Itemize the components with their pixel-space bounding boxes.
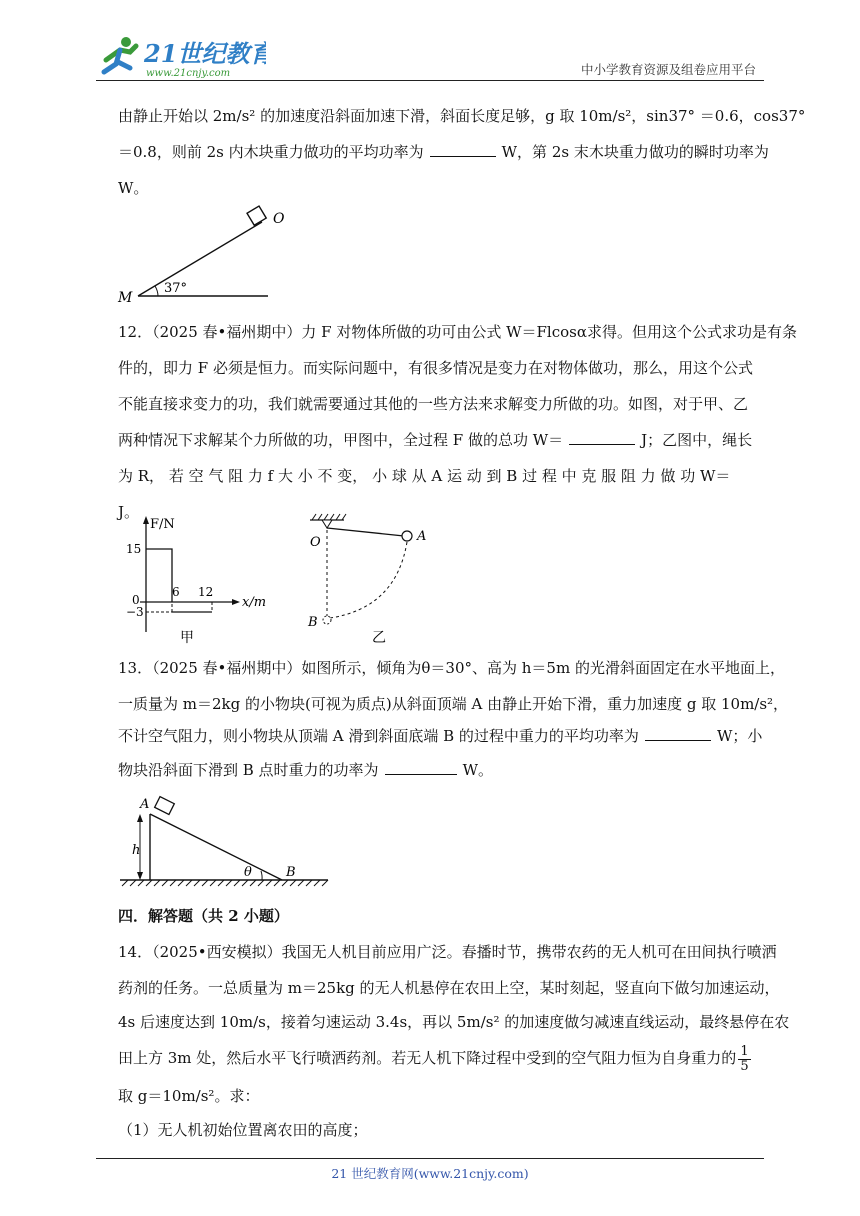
q14-line4 [118,1040,751,1076]
yi-label-b: B [308,615,318,630]
fraction-one-fifth [738,1045,750,1074]
q13-line4a: 物块沿斜面下滑到 B 点时重力的功率为 [118,761,379,779]
q14-line1: 14．（2025•西安模拟）我国无人机目前应用广泛。春播时节，携带农药的无人机可在田间执行喷洒 [118,943,777,961]
jia-ylabel: F/N [150,517,175,532]
q12-force-graph-jia [112,512,282,646]
answer-blank[interactable] [430,142,496,157]
q12-line5: 为 R， 若 空 气 阻 力 f 大 小 不 变， 小 球 从 A 运 动 到 B 过 程 中 克 服 阻 力 做 功 W＝ [118,467,731,485]
yi-label-a: A [417,529,427,544]
logo-url: www.21cnjy.com [146,68,231,79]
q14-line3: 4s 后速度达到 10m/s，接着匀速运动 3.4s，再以 5m/s² 的加速度做匀减速直线运动，最终悬停在农 [118,1013,790,1031]
answer-blank[interactable] [645,726,711,741]
q11-line2 [118,134,769,170]
q12-line4a: 两种情况下求解某个力所做的功，甲图中，全过程 F 做的总功 W＝ [118,431,564,449]
label-m: M [118,290,133,306]
runner-logo-icon [104,37,136,72]
footer-divider [96,1158,764,1159]
header-platform-text: 中小学教育资源及组卷应用平台 [580,62,756,77]
q14-line4-text: 田上方 3m 处，然后水平飞行喷洒药剂。若无人机下降过程中受到的空气阻力恒为自身重力的 [118,1049,737,1067]
angle-label: 37° [164,281,188,296]
yi-label-o: O [310,535,321,550]
q12-line4b: J；乙图中，绳长 [641,431,753,449]
q13-label-h: h [132,843,141,858]
yi-caption: 乙 [372,630,386,646]
frac-den: 5 [740,1058,749,1074]
q13-line1: 13．（2025 春•福州期中）如图所示，倾角为θ＝30°、高为 h＝5m 的光滑斜面固定在水平地面上， [118,659,785,677]
q13-line3b: W；小 [716,727,763,745]
q11-line1: 由静止开始以 2m/s² 的加速度沿斜面加速下滑，斜面长度足够，g 取 10m/s²，sin37° ＝0.6，cos37° [118,107,806,125]
q12-line2: 件的，即力 F 必须是恒力。而实际问题中，有很多情况是变力在对物体做功，那么，用这个公式 [118,359,753,377]
q12-line3: 不能直接求变力的功，我们就需要通过其他的一些方法来求解变力所做的功。如图，对于甲、乙 [118,395,749,413]
jia-yneg3: −3 [126,605,144,619]
site-logo [96,34,266,80]
answer-blank[interactable] [569,430,635,445]
q11-line3: W。 [118,179,149,197]
jia-x12: 12 [198,585,214,599]
q14-line5: 取 g＝10m/s²。求： [118,1087,260,1105]
q13-label-b: B [286,865,296,880]
q13-line2: 一质量为 m＝2kg 的小物块(可视为质点)从斜面顶端 A 由静止开始下滑，重力加速度 g 取 10m/s²， [118,695,789,713]
jia-y0: 0 [132,593,140,607]
q11-incline-figure [112,202,292,306]
q12-line4 [118,422,752,458]
jia-caption: 甲 [180,630,194,646]
q11-line2a: ＝0.8，则前 2s 内木块重力做功的平均功率为 [118,143,424,161]
q13-line3 [118,718,762,754]
footer-link[interactable]: 21 世纪教育网(www.21cnjy.com) [331,1166,529,1181]
logo-text: 21世纪教育 [144,39,266,68]
q13-line4b: W。 [462,761,493,779]
q11-line2b: W，第 2s 末木块重力做功的瞬时功率为 [501,143,769,161]
q14-line2: 药剂的任务。一总质量为 m＝25kg 的无人机悬停在农田上空，某时刻起，竖直向下做匀加速运动， [118,979,780,997]
q13-label-theta: θ [244,865,252,880]
jia-x6: 6 [172,585,180,599]
section-title: 四．解答题（共 2 小题） [118,907,289,925]
q12-line1: 12．（2025 春•福州期中）力 F 对物体所做的功可由公式 W＝Flcosα求得。但用这个公式求功是有条 [118,323,797,341]
answer-blank[interactable] [385,760,457,775]
q13-line4 [118,752,493,788]
frac-num: 1 [740,1043,749,1059]
q12-line6: J。 [118,503,140,521]
label-o: O [273,211,285,227]
q12-pendulum-yi [300,512,440,646]
q13-label-a: A [140,797,150,812]
q13-line3a: 不计空气阻力，则小物块从顶端 A 滑到斜面底端 B 的过程中重力的平均功率为 [118,727,639,745]
q13-incline-figure [116,792,330,888]
jia-y15: 15 [126,542,142,556]
header-divider [96,80,764,81]
jia-xlabel: x/m [242,595,267,610]
q14-sub1: （1）无人机初始位置离农田的高度； [118,1121,368,1139]
